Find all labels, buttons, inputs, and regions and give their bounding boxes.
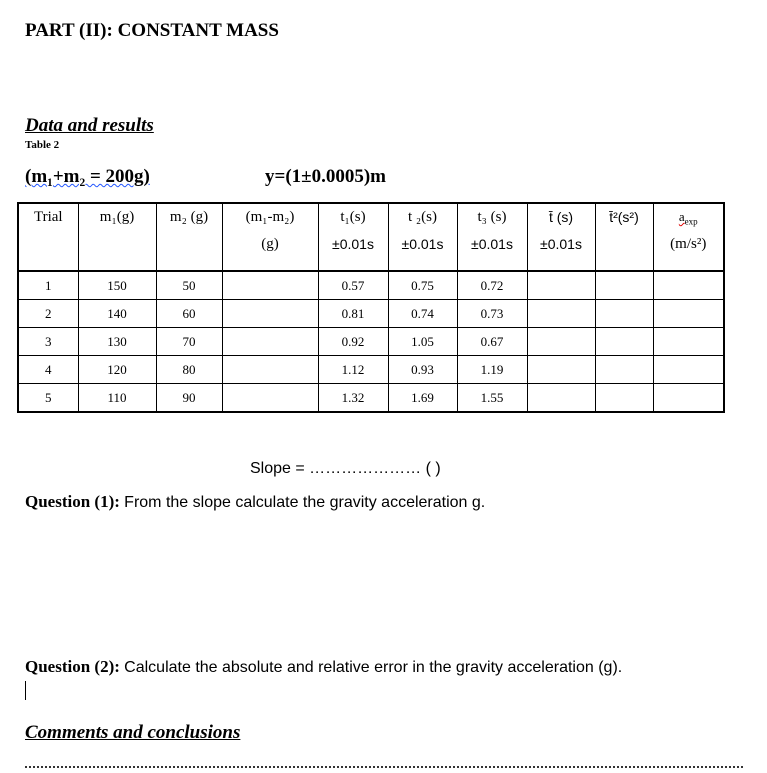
header-line1: t₃ (s) — [477, 209, 507, 225]
cell-t1: 0.81 — [318, 300, 388, 328]
cell-m1: 150 — [78, 271, 156, 300]
cell-mass-diff — [222, 328, 318, 356]
header-t1 — [318, 203, 388, 271]
comments-heading: Comments and conclusions — [25, 722, 241, 743]
data-table — [17, 202, 725, 413]
cell-t3: 0.72 — [457, 271, 527, 300]
question-1-label: Question (1): — [25, 492, 120, 511]
cell-t3: 0.67 — [457, 328, 527, 356]
header-line2: ±0.01s — [471, 236, 513, 252]
cell-m1: 140 — [78, 300, 156, 328]
cell-m1: 110 — [78, 384, 156, 413]
cell-mass-diff — [222, 271, 318, 300]
table-row — [18, 271, 724, 300]
cell-m2: 90 — [156, 384, 222, 413]
mass-sum-text: (m₁+m₂ = 200g) — [25, 166, 150, 187]
cell-t-mean-squared — [595, 300, 653, 328]
header-line1: t ₂(s) — [408, 209, 437, 225]
cell-m2: 80 — [156, 356, 222, 384]
cell-t-mean — [527, 384, 595, 413]
a-exp-letter: a — [678, 209, 685, 224]
header-line1: m₁(g) — [99, 209, 135, 225]
cell-m2: 50 — [156, 271, 222, 300]
cell-t2: 0.93 — [388, 356, 457, 384]
cell-trial: 4 — [18, 356, 78, 384]
a-exp-subscript: exp — [684, 216, 698, 227]
table-row — [18, 356, 724, 384]
cell-a-exp — [653, 356, 724, 384]
question-1-text: From the slope calculate the gravity acceleration g. — [124, 494, 486, 511]
mass-sum — [25, 166, 150, 188]
cell-t-mean — [527, 271, 595, 300]
cell-mass-diff — [222, 356, 318, 384]
cell-trial: 3 — [18, 328, 78, 356]
header-line1: t₁(s) — [340, 209, 366, 225]
cell-mass-diff — [222, 384, 318, 413]
table-row — [18, 300, 724, 328]
header-a-exp — [653, 203, 724, 271]
header-line2: (m/s²) — [670, 236, 707, 252]
cell-t1: 0.92 — [318, 328, 388, 356]
cell-mass-diff — [222, 300, 318, 328]
header-line1: (m₁-m₂) — [245, 209, 295, 225]
cell-t-mean — [527, 356, 595, 384]
dotted-answer-line[interactable] — [25, 766, 743, 768]
header-t3 — [457, 203, 527, 271]
data-results-heading: Data and results — [25, 115, 154, 136]
cell-t1: 0.57 — [318, 271, 388, 300]
cell-t-mean-squared — [595, 384, 653, 413]
cell-t3: 1.55 — [457, 384, 527, 413]
header-line1: m₂ (g) — [169, 209, 209, 225]
table-row — [18, 328, 724, 356]
cell-m1: 130 — [78, 328, 156, 356]
cell-t-mean — [527, 328, 595, 356]
cell-t-mean-squared — [595, 271, 653, 300]
cell-a-exp — [653, 271, 724, 300]
header-line1: Trial — [33, 209, 63, 225]
header-m2 — [156, 203, 222, 271]
y-value: y=(1±0.0005)m — [265, 166, 386, 187]
header-trial — [18, 203, 78, 271]
slope-line: Slope = ………………… ( ) — [250, 460, 441, 477]
cell-a-exp — [653, 300, 724, 328]
cell-t3: 0.73 — [457, 300, 527, 328]
cell-t-mean-squared — [595, 356, 653, 384]
question-1 — [25, 492, 485, 512]
table-row — [18, 384, 724, 413]
cell-t2: 1.69 — [388, 384, 457, 413]
cell-a-exp — [653, 384, 724, 413]
cell-t2: 0.74 — [388, 300, 457, 328]
cell-t2: 0.75 — [388, 271, 457, 300]
question-2 — [25, 657, 622, 677]
table-header-row — [18, 203, 724, 271]
header-line2: (g) — [261, 236, 279, 252]
header-line2: ±0.01s — [401, 236, 444, 252]
cell-t1: 1.12 — [318, 356, 388, 384]
header-t-mean — [527, 203, 595, 271]
a-exp-symbol — [678, 209, 698, 227]
cell-t-mean — [527, 300, 595, 328]
cell-t3: 1.19 — [457, 356, 527, 384]
cell-m1: 120 — [78, 356, 156, 384]
header-t-mean-squared — [595, 203, 653, 271]
cell-a-exp — [653, 328, 724, 356]
header-m1 — [78, 203, 156, 271]
table-label: Table 2 — [25, 139, 60, 151]
cell-t1: 1.32 — [318, 384, 388, 413]
text-cursor — [25, 681, 26, 700]
cell-trial: 2 — [18, 300, 78, 328]
cell-trial: 5 — [18, 384, 78, 413]
cell-trial: 1 — [18, 271, 78, 300]
header-line1: t̄ (s) — [548, 209, 574, 225]
header-t2 — [388, 203, 457, 271]
header-mass-diff — [222, 203, 318, 271]
header-line2: ±0.01s — [540, 236, 582, 252]
header-line1 — [654, 204, 724, 237]
header-line1: t̄²(s²) — [609, 209, 639, 225]
cell-m2: 70 — [156, 328, 222, 356]
page-title: PART (II): CONSTANT MASS — [25, 20, 279, 41]
cell-t-mean-squared — [595, 328, 653, 356]
question-2-label: Question (2): — [25, 657, 120, 676]
cell-m2: 60 — [156, 300, 222, 328]
cell-t2: 1.05 — [388, 328, 457, 356]
header-line2: ±0.01s — [332, 236, 374, 252]
question-2-text: Calculate the absolute and relative error in the gravity acceleration (g). — [124, 659, 623, 676]
